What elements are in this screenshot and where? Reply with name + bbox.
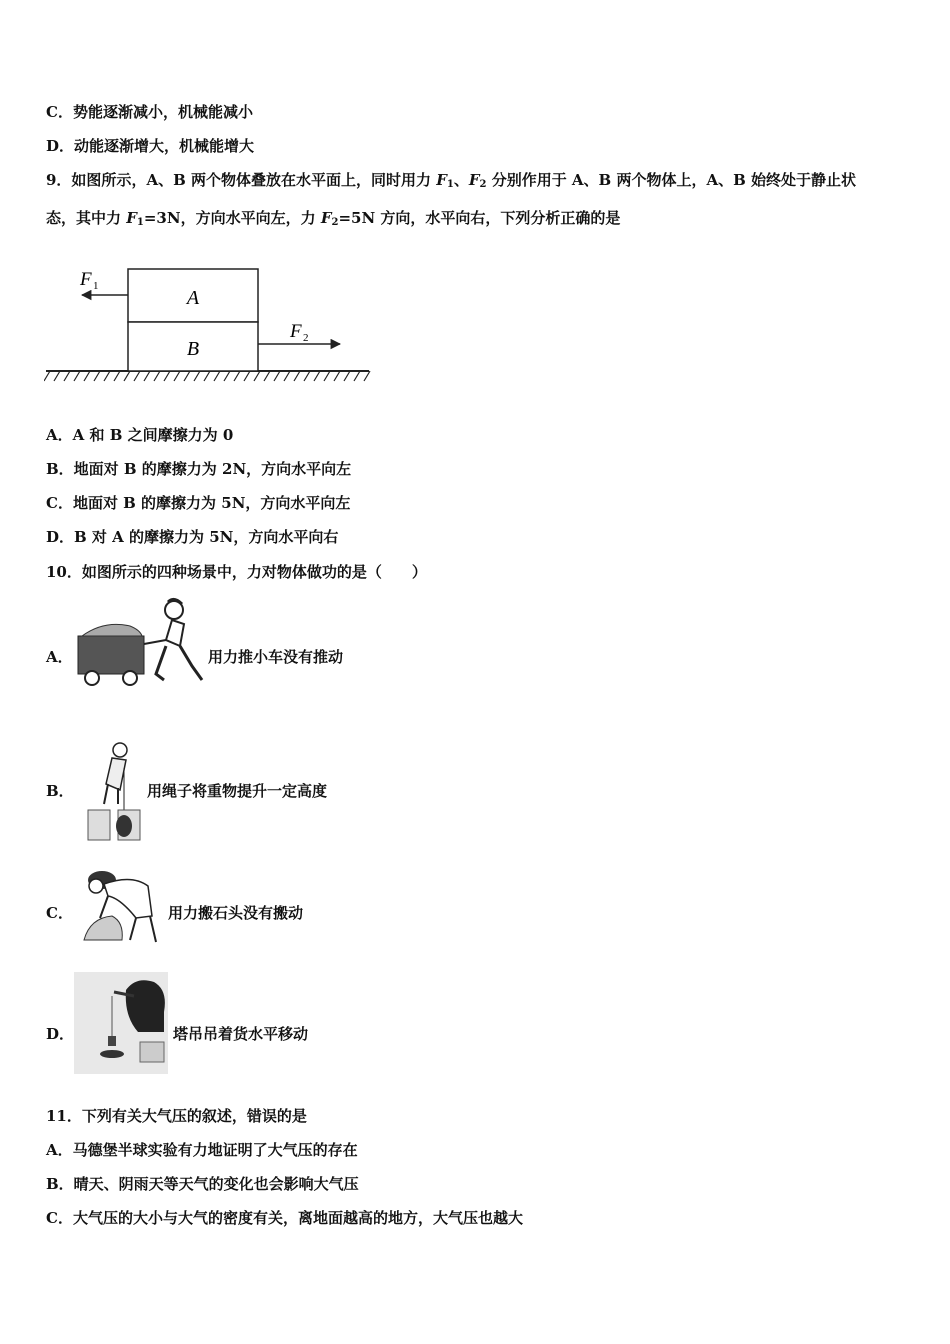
q10-option-d-text: 塔吊吊着货水平移动: [173, 1025, 309, 1043]
q9-option-c: C．地面对 B 的摩擦力为 5N，方向水平向左: [46, 494, 351, 512]
q9-option-b: B．地面对 B 的摩擦力为 2N，方向水平向左: [46, 460, 352, 478]
q10-option-c-label: C．: [46, 904, 73, 922]
q11-stem: 11．下列有关大气压的叙述，错误的是: [46, 1107, 307, 1125]
q10-option-b-text: 用绳子将重物提升一定高度: [147, 782, 328, 800]
q11-option-a: A．马德堡半球实验有力地证明了大气压的存在: [46, 1141, 358, 1159]
f1-label: F: [80, 269, 92, 290]
q10-stem: 10．如图所示的四种场景中，力对物体做功的是（ ）: [46, 563, 427, 581]
q10-option-c-text: 用力搬石头没有搬动: [168, 904, 304, 922]
q9-option-d: D．B 对 A 的摩擦力为 5N，方向水平向右: [46, 528, 339, 546]
f2-label: F: [290, 321, 302, 342]
q8-option-d: D．动能逐渐增大，机械能增大: [46, 137, 255, 155]
q9-stem-line1: 9．如图所示，A、B 两个物体叠放在水平面上，同时用力 $F_1$、$F_2$ 分别作用于 A、B 两个物体上，A、B 始终处于静止状: [46, 171, 856, 190]
block-b-label: B: [186, 338, 200, 360]
q11-option-c: C．大气压的大小与大气的密度有关，离地面越高的地方，大气压也越大: [46, 1209, 523, 1227]
q10-option-d-label: D．: [46, 1025, 75, 1043]
q9-stem-line2: 态，其中力 $F_1=3N$，方向水平向左，力 $F_2=5N$ 方向，水平向右，下列分析正确的是: [46, 209, 621, 228]
lifting-rope-illustration: [84, 740, 144, 844]
q10-option-a-text: 用力推小车没有推动: [208, 648, 344, 666]
q11-option-b: B．晴天、阴雨天等天气的变化也会影响大气压: [46, 1175, 359, 1193]
q10-option-b-label: B．: [46, 782, 74, 800]
tower-crane-illustration: [74, 972, 168, 1074]
f1-sub: 1: [93, 280, 99, 292]
q8-option-c: C．势能逐渐减小，机械能减小: [46, 103, 253, 121]
pushing-cart-illustration: [74, 596, 208, 688]
lifting-stone-illustration: [74, 866, 164, 950]
q9-force-diagram: [44, 258, 374, 388]
q9-option-a: A．A 和 B 之间摩擦力为 0: [46, 426, 234, 444]
f2-sub: 2: [303, 332, 309, 344]
q10-option-a-label: A．: [46, 648, 73, 666]
ground-hatching: [44, 371, 370, 381]
block-a-label: A: [186, 287, 200, 309]
